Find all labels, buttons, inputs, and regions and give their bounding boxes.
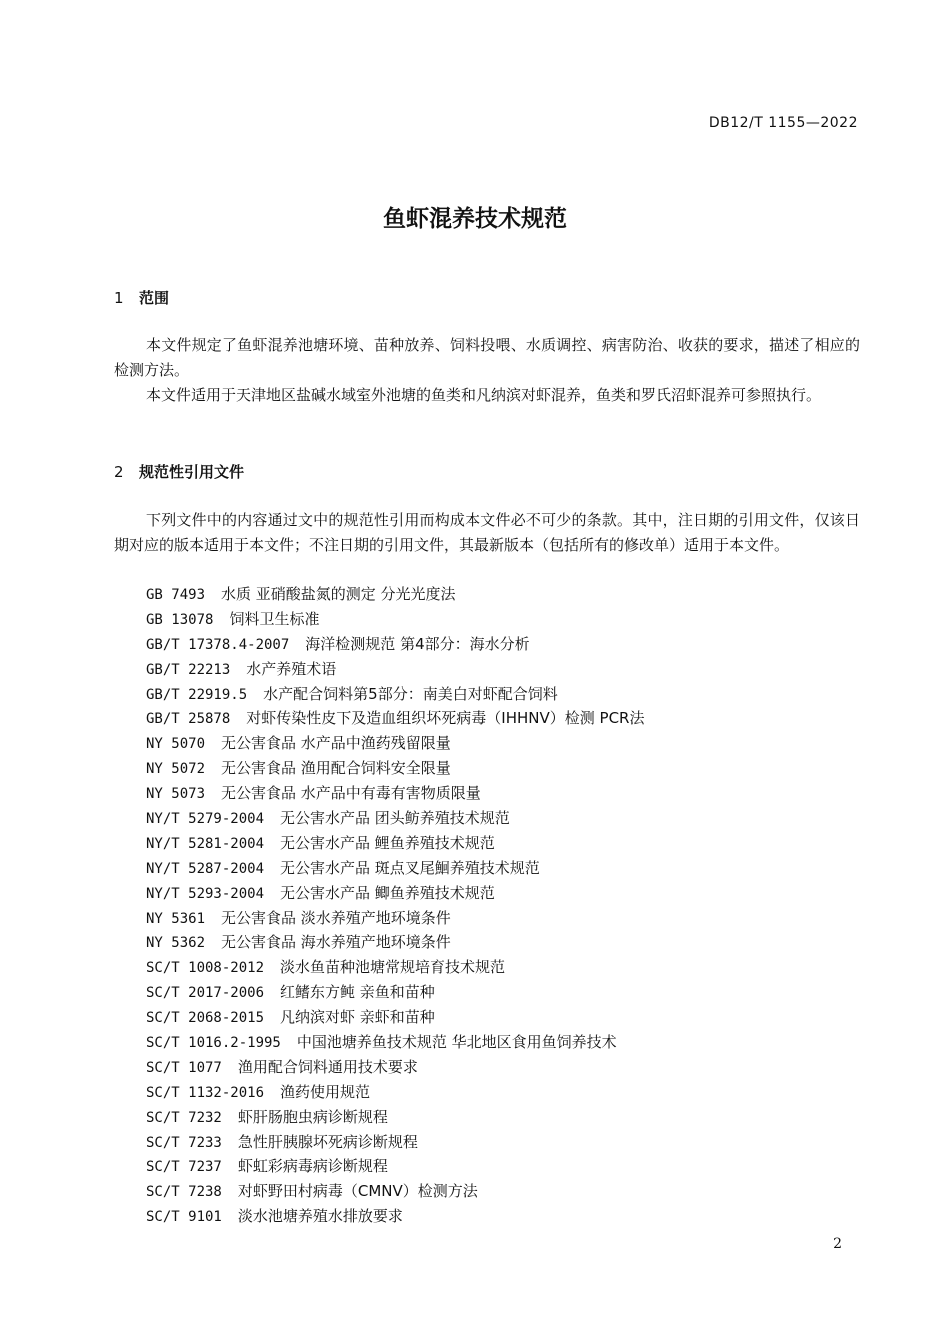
- reference-title: 水产养殖术语: [246, 659, 337, 678]
- reference-code: SC/T 7233: [146, 1134, 222, 1151]
- reference-title: 无公害水产品 鲤鱼养殖技术规范: [280, 833, 495, 852]
- reference-code: SC/T 7232: [146, 1109, 222, 1126]
- reference-code: NY 5361: [146, 910, 206, 927]
- reference-title: 饲料卫生标准: [229, 609, 320, 628]
- reference-code: NY 5072: [146, 761, 206, 778]
- section-2-title: 规范性引用文件: [139, 463, 245, 481]
- reference-title: 虾虹彩病毒病诊断规程: [237, 1157, 388, 1176]
- section-2-number: 2: [114, 463, 124, 481]
- reference-item: [146, 1055, 644, 1080]
- reference-title: 水质 亚硝酸盐氮的测定 分光光度法: [221, 585, 456, 603]
- reference-title: 渔用配合饲料通用技术要求: [237, 1057, 418, 1076]
- reference-item: [146, 906, 644, 931]
- reference-item: [146, 1030, 644, 1055]
- reference-item: [146, 1005, 644, 1030]
- reference-item: [146, 682, 644, 707]
- reference-item: [146, 1204, 644, 1229]
- section-1-title: 范围: [139, 289, 170, 307]
- reference-title: 淡水鱼苗种池塘常规培育技术规范: [280, 958, 506, 977]
- section-2-heading: [114, 461, 244, 482]
- reference-title: 对虾传染性皮下及造血组织坏死病毒（IHHNV）检测 PCR法: [246, 709, 645, 728]
- reference-item: [146, 706, 644, 731]
- reference-item: [146, 607, 644, 632]
- reference-item: [146, 806, 644, 831]
- reference-code: SC/T 7238: [146, 1184, 222, 1201]
- reference-title: 无公害水产品 鲫鱼养殖技术规范: [280, 883, 495, 902]
- reference-code: SC/T 9101: [146, 1209, 222, 1226]
- reference-code: GB 13078: [146, 611, 214, 628]
- reference-item: [146, 831, 644, 856]
- reference-title: 中国池塘养鱼技术规范 华北地区食用鱼饲养技术: [296, 1033, 617, 1052]
- reference-item: [146, 632, 644, 657]
- reference-title: 凡纳滨对虾 亲虾和苗种: [280, 1008, 435, 1027]
- reference-title: 急性肝胰腺坏死病诊断规程: [237, 1132, 418, 1151]
- reference-item: [146, 582, 644, 607]
- reference-code: NY/T 5281-2004: [146, 835, 265, 852]
- section-1-number: 1: [114, 289, 124, 307]
- reference-item: [146, 1154, 644, 1179]
- reference-item: [146, 756, 644, 781]
- reference-code: GB/T 17378.4-2007: [146, 636, 290, 653]
- reference-item: [146, 781, 644, 806]
- reference-title: 水产配合饲料第5部分：南美白对虾配合饲料: [263, 684, 558, 703]
- reference-title: 无公害食品 淡水养殖产地环境条件: [221, 908, 451, 927]
- section-1-heading: [114, 287, 169, 308]
- reference-item: [146, 1179, 644, 1204]
- reference-title: 渔药使用规范: [280, 1082, 371, 1101]
- reference-item: [146, 1105, 644, 1130]
- page-number: 2: [833, 1236, 842, 1252]
- reference-code: SC/T 1132-2016: [146, 1084, 265, 1101]
- reference-code: NY/T 5279-2004: [146, 811, 265, 828]
- reference-item: [146, 930, 644, 955]
- reference-title: 对虾野田村病毒（CMNV）检测方法: [237, 1182, 478, 1201]
- reference-title: 无公害食品 渔用配合饲料安全限量: [221, 759, 451, 778]
- reference-title: 淡水池塘养殖水排放要求: [237, 1207, 403, 1226]
- reference-code: NY/T 5287-2004: [146, 860, 265, 877]
- reference-item: [146, 731, 644, 756]
- reference-item: [146, 657, 644, 682]
- document-code: DB12/T 1155—2022: [708, 115, 858, 131]
- reference-title: 无公害食品 海水养殖产地环境条件: [221, 933, 451, 952]
- reference-item: [146, 856, 644, 881]
- reference-code: GB/T 22919.5: [146, 686, 248, 703]
- reference-title: 红鳍东方鲀 亲鱼和苗种: [280, 983, 435, 1002]
- reference-code: GB 7493: [146, 587, 206, 603]
- reference-title: 无公害食品 水产品中有毒有害物质限量: [221, 784, 481, 803]
- reference-code: NY 5073: [146, 786, 206, 803]
- reference-code: GB/T 22213: [146, 661, 231, 678]
- reference-item: [146, 980, 644, 1005]
- reference-code: SC/T 7237: [146, 1159, 222, 1176]
- reference-code: NY 5070: [146, 736, 206, 753]
- reference-code: NY/T 5293-2004: [146, 885, 265, 902]
- section-1-paragraph-1: 本文件规定了鱼虾混养池塘环境、苗种放养、饲料投喂、水质调控、病害防治、收获的要求，描述了相应的检测方法。: [114, 336, 860, 379]
- document-title: 鱼虾混养技术规范: [383, 206, 567, 232]
- reference-item: [146, 1130, 644, 1155]
- reference-code: GB/T 25878: [146, 711, 231, 728]
- normative-references-list: [146, 582, 644, 1229]
- reference-code: NY 5362: [146, 935, 206, 952]
- reference-item: [146, 1080, 644, 1105]
- reference-code: SC/T 1077: [146, 1059, 222, 1076]
- reference-code: SC/T 2017-2006: [146, 985, 265, 1002]
- reference-title: 无公害水产品 团头鲂养殖技术规范: [280, 809, 510, 828]
- reference-title: 虾肝肠胞虫病诊断规程: [237, 1107, 388, 1126]
- reference-title: 无公害水产品 斑点叉尾鮰养殖技术规范: [280, 858, 540, 877]
- reference-code: SC/T 1008-2012: [146, 960, 265, 977]
- reference-title: 无公害食品 水产品中渔药残留限量: [221, 734, 451, 753]
- reference-item: [146, 881, 644, 906]
- reference-item: [146, 955, 644, 980]
- section-2-paragraph-1: 下列文件中的内容通过文中的规范性引用而构成本文件必不可少的条款。其中，注日期的引用文件，仅该日期对应的版本适用于本文件；不注日期的引用文件，其最新版本（包括所有的修改单）适用于本文件。: [114, 511, 860, 554]
- reference-code: SC/T 1016.2-1995: [146, 1035, 281, 1052]
- reference-code: SC/T 2068-2015: [146, 1010, 265, 1027]
- reference-title: 海洋检测规范 第4部分：海水分析: [305, 634, 530, 653]
- section-1-paragraph-2: 本文件适用于天津地区盐碱水域室外池塘的鱼类和凡纳滨对虾混养，鱼类和罗氏沼虾混养可参照执行。: [146, 386, 822, 404]
